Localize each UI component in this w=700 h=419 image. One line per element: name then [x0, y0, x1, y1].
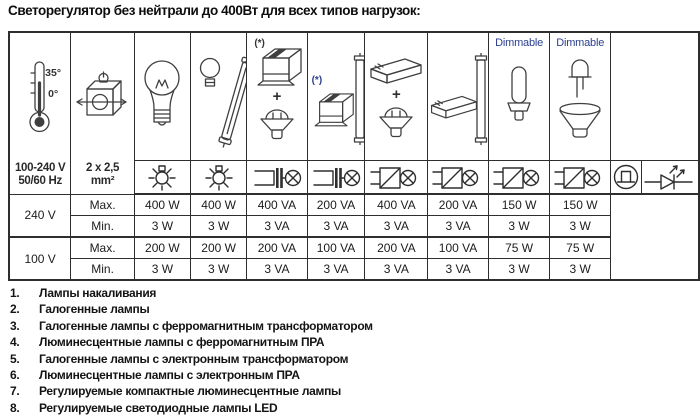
- symbol-cell-led: [642, 161, 700, 195]
- legend-number: 5.: [10, 351, 20, 366]
- plus-sign: +: [391, 86, 401, 103]
- led-icon: [565, 55, 595, 99]
- legend-item: [10, 334, 373, 350]
- legend-text: Люминесцентные лампы с ферромагнитным ПРА: [39, 335, 325, 350]
- value-cell: 100 VA: [307, 237, 365, 259]
- legend-number: 3.: [10, 318, 20, 333]
- legend-item: [10, 351, 373, 367]
- symbol-cell-halogen: [190, 161, 246, 195]
- halogen-tube-icon: [215, 49, 247, 153]
- symbol-cell-electronic-4: [550, 161, 611, 195]
- symbol-cell-electronic-1: [365, 161, 428, 195]
- value-cell: 400 W: [134, 194, 190, 216]
- icon-row: [9, 32, 699, 161]
- lamp-type-legend: [10, 285, 373, 416]
- max-label: Max.: [71, 237, 135, 259]
- icon-cell-ferro-fluorescent: [307, 32, 365, 161]
- max-label: Max.: [71, 194, 135, 216]
- legend-text: Люминесцентные лампы с электронным ПРА: [39, 367, 300, 382]
- note-marker: (*): [311, 75, 323, 86]
- icon-cell-electronic-fluorescent: [428, 32, 489, 161]
- value-cell: 200 VA: [307, 194, 365, 216]
- legend-text: Галогенные лампы с ферромагнитным трансформатором: [39, 318, 373, 333]
- row-240v-min: [9, 216, 699, 238]
- value-cell: 3 VA: [307, 216, 365, 238]
- legend-item: [10, 285, 373, 301]
- reflector-lamp-icon: [557, 102, 603, 140]
- symbol-cell-electronic-2: [428, 161, 489, 195]
- temp-min-label: 0°: [48, 87, 59, 100]
- electronic-load-symbol: [368, 164, 424, 191]
- ferromagnetic-transformer-icon: [251, 44, 303, 88]
- legend-item: [10, 318, 373, 334]
- row-240v-max: [9, 194, 699, 216]
- cfl-load-symbol: [611, 163, 641, 191]
- icon-cell-led: [550, 32, 611, 161]
- value-cell: 3 VA: [247, 259, 307, 281]
- min-label: Min.: [71, 259, 135, 281]
- incandescent-load-symbol: [138, 164, 186, 191]
- load-table: [8, 31, 700, 281]
- value-cell: 3 VA: [428, 259, 489, 281]
- voltage-240-label: 240 V: [9, 194, 71, 237]
- electronic-load-symbol: [491, 164, 547, 191]
- fluorescent-tube-icon: [351, 53, 365, 145]
- legend-item: [10, 301, 373, 317]
- legend-text: Галогенные лампы: [39, 302, 150, 317]
- symbol-cell-cfl: [611, 161, 642, 195]
- voltage-100-label: 100 V: [9, 237, 71, 280]
- value-cell: 3 W: [488, 259, 550, 281]
- icon-cell-incandescent: [134, 32, 190, 161]
- legend-item: [10, 400, 373, 416]
- temp-max-label: 35°: [45, 66, 62, 79]
- value-cell: 100 VA: [428, 237, 489, 259]
- row-100v-max: [9, 237, 699, 259]
- value-cell: 3 W: [550, 216, 611, 238]
- supply-voltage-label: 100-240 V 50/60 Hz: [14, 161, 66, 187]
- value-cell: 200 VA: [365, 237, 428, 259]
- value-cell: 3 VA: [247, 216, 307, 238]
- symbol-cell-ferro-1: [247, 161, 307, 195]
- plus-sign: +: [272, 88, 282, 105]
- value-cell: 3 W: [190, 216, 246, 238]
- led-load-symbol: [642, 164, 698, 191]
- icon-cell-electronic-halogen: [365, 32, 428, 161]
- value-cell: 3 W: [190, 259, 246, 281]
- symbol-cell-ferro-2: [307, 161, 365, 195]
- value-cell: 200 W: [134, 237, 190, 259]
- icon-cell-ferro-halogen: [247, 32, 307, 161]
- value-cell: 3 VA: [428, 216, 489, 238]
- value-cell: 200 W: [190, 237, 246, 259]
- halogen-spot-icon: [376, 104, 416, 140]
- value-cell: 150 W: [550, 194, 611, 216]
- wire-size-label: 2 x 2,5 mm²: [86, 161, 120, 187]
- value-cell: 3 W: [488, 216, 550, 238]
- legend-text: Регулируемые компактные люминесцентные лампы: [39, 384, 341, 399]
- value-cell: 3 W: [134, 216, 190, 238]
- value-cell: 3 VA: [307, 259, 365, 281]
- note-marker: (*): [254, 38, 265, 49]
- incandescent-lamp-icon: [139, 53, 185, 141]
- env-cell: [9, 32, 71, 194]
- fluorescent-tube-icon: [472, 53, 488, 145]
- legend-item: [10, 367, 373, 383]
- ferromagnetic-load-symbol: [250, 164, 304, 191]
- halogen-spot-icon: [257, 106, 297, 142]
- cable-cross-section-icon: [74, 68, 132, 128]
- value-cell: 3 W: [134, 259, 190, 281]
- electronic-transformer-icon: [367, 50, 425, 86]
- value-cell: 3 W: [550, 259, 611, 281]
- icon-cell-cfl: [488, 32, 550, 161]
- ferromagnetic-load-symbol: [309, 164, 363, 191]
- legend-number: 8.: [10, 400, 20, 415]
- legend-number: 4.: [10, 335, 20, 350]
- value-cell: 150 W: [488, 194, 550, 216]
- legend-number: 1.: [10, 286, 20, 300]
- value-cell: 75 W: [550, 237, 611, 259]
- electronic-load-symbol: [552, 164, 608, 191]
- symbol-cell-incandescent: [134, 161, 190, 195]
- value-cell: 400 VA: [365, 194, 428, 216]
- legend-text: Регулируемые светодиодные лампы LED: [39, 400, 278, 415]
- legend-number: 7.: [10, 384, 20, 399]
- value-cell: 3 VA: [365, 216, 428, 238]
- value-cell: 200 VA: [247, 237, 307, 259]
- legend-number: 6.: [10, 367, 20, 382]
- wire-cell: [71, 32, 135, 194]
- row-100v-min: [9, 259, 699, 281]
- value-cell: 400 VA: [247, 194, 307, 216]
- value-cell: 75 W: [488, 237, 550, 259]
- value-cell: 3 VA: [365, 259, 428, 281]
- incandescent-load-symbol: [195, 164, 243, 191]
- symbol-cell-electronic-3: [488, 161, 550, 195]
- icon-cell-halogen: [190, 32, 246, 161]
- value-cell: 400 W: [190, 194, 246, 216]
- ferromagnetic-transformer-icon: [309, 89, 355, 129]
- dimmable-label: Dimmable: [556, 37, 605, 49]
- dimmable-label: Dimmable: [495, 37, 544, 49]
- page-title: Светорегулятор без нейтрали до 400Вт для всех типов нагрузок:: [8, 3, 421, 18]
- min-label: Min.: [71, 216, 135, 238]
- electronic-load-symbol: [430, 164, 486, 191]
- legend-text: Лампы накаливания: [39, 286, 157, 300]
- legend-number: 2.: [10, 302, 20, 317]
- legend-item: [10, 383, 373, 399]
- value-cell: 200 VA: [428, 194, 489, 216]
- legend-text: Галогенные лампы с электронным трансформатором: [39, 351, 349, 366]
- cfl-lamp-icon: [502, 65, 536, 123]
